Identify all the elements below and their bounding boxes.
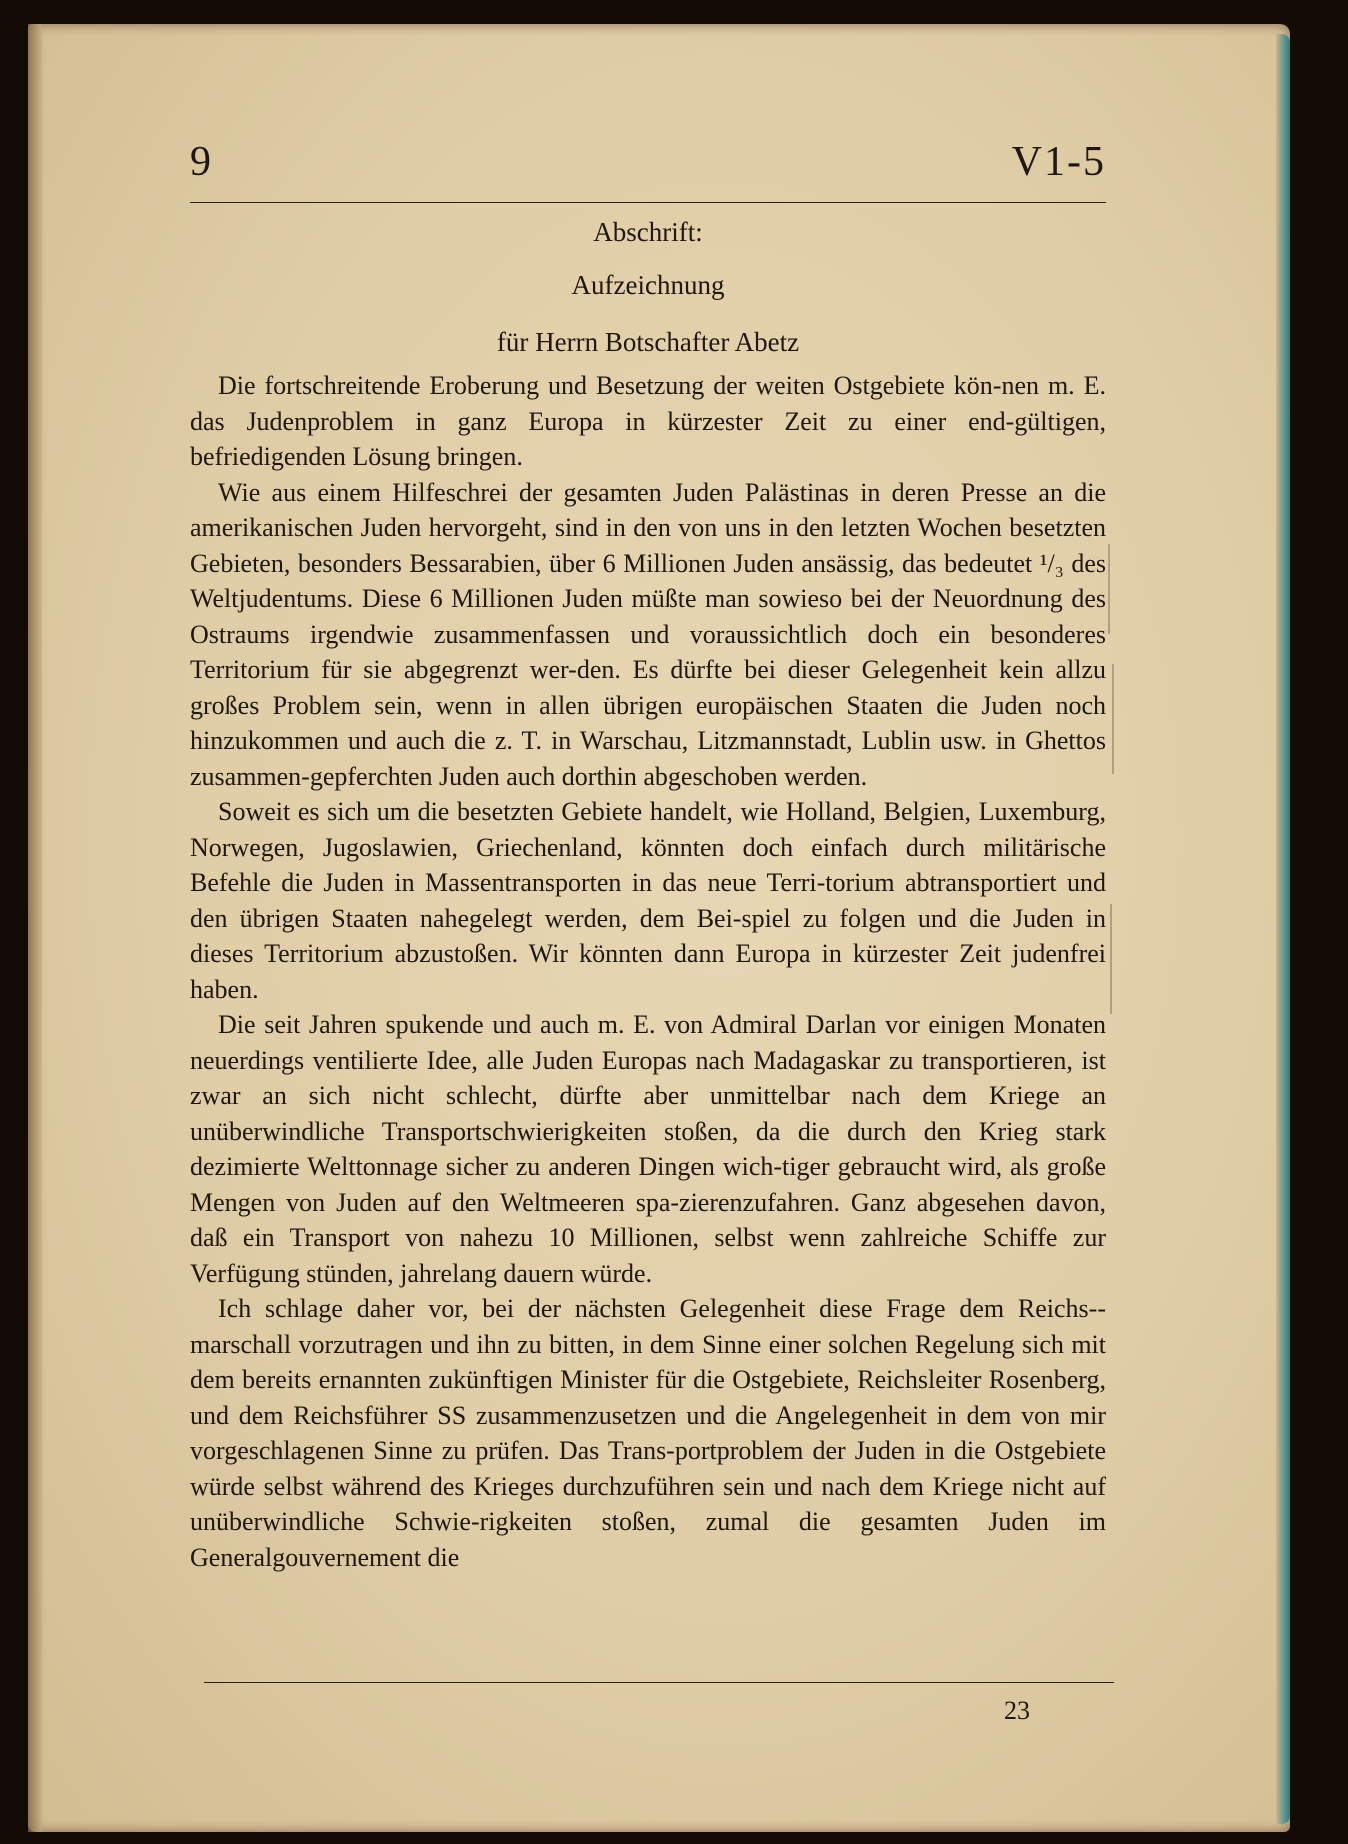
running-head [190,134,1106,190]
paragraph: Die seit Jahren spukende und auch m. E. von Admiral Darlan vor einigen Monaten neuerdings ventilierte Idee, alle Juden Europas nach Madagaskar zu transportieren, ist zwar an sich nicht schlecht, dürfte aber unmittelbar nach dem Kriege an unüberwindliche Transportschwierigkeiten stoßen, da die durch den Krieg stark dezimierte Welttonnage sicher zu anderen Dingen wich-tiger gebraucht wird, als große Mengen von Juden auf den Weltmeeren spa-zierenzufahren. Ganz abgesehen davon, daß ein Transport von nahezu 10 Millionen, selbst wenn zahlreiche Schiffe zur Verfügung stünden, jahrelang dauern würde. [190,1010,1106,1288]
footer-rule [204,1682,1114,1683]
folio-number: 23 [1004,1696,1030,1725]
margin-mark [1112,664,1114,774]
document-reference: V1-5 [1011,139,1106,185]
margin-mark [1110,904,1112,1014]
margin-mark [1108,544,1110,634]
paragraph: Ich schlage daher vor, bei der nächsten Gelegenheit diese Frage dem Reichs-marschall vorzutragen und ihn zu bitten, in dem Sinne einer solchen Regelung sich mit dem bereits ernannten zukünftigen Minister für die Ostgebiete, Reichsleiter Rosenberg, und dem Reichsführer SS zusammenzusetzen und die Angelegenheit in dem von mir vorgeschlagenen Sinne zu prüfen. Das Trans-portproblem der Juden in die Ostgebiete würde selbst während des Krieges durchzuführen sein und nach dem Kriege nicht auf unüberwindliche Schwie-rigkeiten stoßen, zumal die gesamten Juden im Generalgouvernement die [190,1294,1106,1572]
copy-label: Abschrift: [593,217,703,247]
page-number-left: 9 [190,139,211,185]
book-page [28,24,1290,1832]
paragraph: Soweit es sich um die besetzten Gebiete handelt, wie Holland, Belgien, Luxemburg, Norwegen, Jugoslawien, Griechenland, könnten doch einfach durch militärische Befehle die Juden in Massentransporten in das neue Terri-torium abtransportiert und den übrigen Staaten nahegelegt werden, dem Bei-spiel zu folgen und die Juden in dieses Territorium abzustoßen. Wir könnten dann Europa in kürzester Zeit judenfrei haben. [190,797,1106,1004]
paragraph: Wie aus einem Hilfeschrei der gesamten Juden Palästinas in deren Presse an die amerikanischen Juden hervorgeht, sind in den von uns in den letzten Wochen besetzten Gebieten, besonders Bessarabien, über 6 Millionen Juden ansässig, das bedeutet ¹/₃ des Weltjudentums. Diese 6 Millionen Juden müßte man sowieso bei der Neuordnung des Ostraums irgendwie zusammenfassen und voraussichtlich doch ein besonderes Territorium für sie abgegrenzt wer-den. Es dürfte bei dieser Gelegenheit kein allzu großes Problem sein, wenn in allen übrigen europäischen Staaten die Juden noch hinzukommen und auch die z. T. in Warschau, Litzmannstadt, Lublin usw. in Ghettos zusammen-gepferchten Juden auch dorthin abgeschoben werden. [190,477,1106,791]
page-content [190,134,1106,1575]
recipient-line: für Herrn Botschafter Abetz [496,327,800,357]
body-text [190,368,1106,1575]
paragraph: Die fortschreitende Eroberung und Besetzung der weiten Ostgebiete kön-nen m. E. das Judenproblem in ganz Europa in kürzester Zeit zu einer end-gültigen, befriedigenden Lösung bringen. [190,371,1106,471]
document-title: Aufzeichnung [571,270,725,300]
page-binding-edge [28,24,42,1832]
page-right-edge [1276,34,1290,1824]
header-rule [190,202,1106,203]
